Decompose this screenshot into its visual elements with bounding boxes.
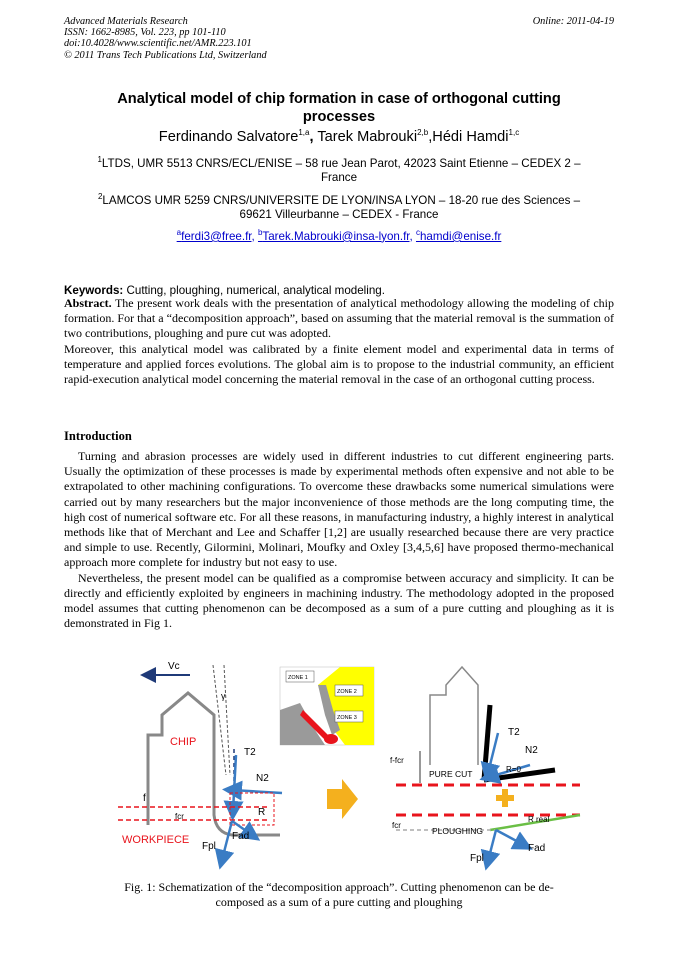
- intro-p2: Nevertheless, the present model can be qualified as a compromise between accuracy and simplicity. It can be directly and efficiently exploited by engineers in machining industry. The methodology adopted in the proposed model assumes that cutting phenomenon can be decomposed as a sum of a pure cutting and ploughing as it is demonstrated in Fig 1.: [64, 570, 614, 631]
- doi: doi:10.4028/www.scientific.net/AMR.223.101: [64, 38, 252, 50]
- fe-simulation-image: [280, 667, 374, 745]
- fpl-arrow: [222, 821, 232, 860]
- copyright: © 2011 Trans Tech Publications Ltd, Switzerland: [64, 49, 267, 61]
- workpiece-label: WORKPIECE: [122, 834, 190, 846]
- n2-label: N2: [256, 773, 269, 784]
- email-a-link[interactable]: [177, 230, 252, 243]
- keywords-text: Cutting, ploughing, numerical, analytical modeling.: [123, 284, 385, 297]
- t2-b-label: T2: [508, 727, 520, 738]
- aff1-sup: 1: [97, 155, 102, 164]
- left-diagram: [118, 661, 282, 860]
- zone-1-label: ZONE 1: [288, 675, 308, 681]
- rake-reference-line-2: [224, 665, 230, 775]
- zone-3-contact: [324, 734, 338, 744]
- keywords-label: Keywords:: [64, 284, 124, 297]
- aff2-line1: LAMCOS UMR 5259 CNRS/UNIVERSITE DE LYON/INSA LYON – 18-20 rue des Sciences –: [102, 193, 581, 207]
- f-label: f: [143, 793, 146, 804]
- author-3: Hédi Hamdi: [432, 128, 509, 145]
- email-b: Tarek.Mabrouki@insa-lyon.fr: [262, 229, 410, 243]
- email-a-sup: a: [176, 228, 182, 237]
- author-1-sup: 1,a: [298, 128, 310, 137]
- abstract-p2: Moreover, this analytical model was calibrated by a finite element model and experimental data in terms of temperature and applied forces evolutions. The global aim is to propose to the industrial community, an efficient rapid-execution analytical model concerning the material removal in the case of an orthogonal cutting process.: [64, 341, 614, 387]
- email-c: hamdi@enise.fr: [419, 229, 502, 243]
- fcr-label: fcr: [175, 812, 184, 821]
- intro-p1: Turning and abrasion processes are widely used in different industries to cut different engineering parts. Usually the optimization of these processes is made by experimental methods often expensive and not able to be extrapolated to other machining configurations. To overcome these drawbacks some numerical simulations were carried out by many researchers but the major inconvenience of those methods are the long computing time, the high cost of numerical software etc. For all these reasons, in manufacturing industry, a highly interest in analytical methods like that of Merchant and Lee and Schaffer [1,2] are usually researched because there are very practice and simple to use. Recently, Gilormini, Molinari, Moufky and Oxley [3,4,5,6] have proposed thermo-mechanical approach more complete for industry but not easy to use.: [64, 449, 614, 570]
- r-real-label: R real: [528, 815, 550, 824]
- figure-1: [0, 655, 678, 877]
- chip-label: CHIP: [170, 736, 197, 748]
- email-b-sup: b: [257, 228, 263, 237]
- aff1-line1: LTDS, UMR 5513 CNRS/ECL/ENISE – 58 rue Jean Parot, 42023 Saint Etienne – CEDEX 2 –: [101, 156, 581, 170]
- caption-line-1: Fig. 1: Schematization of the “decomposition approach”. Cutting phenomenon can be de-: [124, 880, 554, 894]
- title-line-1: Analytical model of chip formation in case of orthogonal cutting: [117, 91, 561, 107]
- abstract-p1: The present work deals with the presentation of analytical methodology allowing the modeling of chip formation. For that a “decomposition approach”, based on assuming that the material removal is the summation of two contributions, ploughing and pure cut was adopted.: [64, 296, 614, 341]
- fad-b-label: Fad: [528, 843, 546, 854]
- fcr-b-label: fcr: [392, 821, 401, 830]
- zone-2-label: ZONE 2: [337, 689, 357, 695]
- aff2-sup: 2: [97, 192, 103, 201]
- equivalence-arrow-icon: [327, 779, 358, 819]
- pure-cut-label: PURE CUT: [429, 769, 473, 779]
- author-2-sup: 2,b: [417, 128, 429, 137]
- aff1-line2: France: [320, 170, 358, 184]
- ploughing-label: PLOUGHING: [432, 826, 484, 836]
- journal-name: Advanced Materials Research: [64, 16, 188, 27]
- zone-3-label: ZONE 3: [337, 715, 357, 721]
- running-header: [64, 16, 267, 61]
- affiliation-2: [64, 190, 614, 222]
- f-fcr-label: f-fcr: [390, 756, 404, 765]
- author-1: Ferdinando Salvatore: [158, 128, 299, 145]
- n2-b-label: N2: [525, 745, 538, 756]
- r-label: R: [258, 807, 266, 818]
- issn: ISSN: 1662-8985, Vol. 223, pp 101-110: [64, 27, 226, 39]
- email-b-link[interactable]: [258, 230, 410, 243]
- t2-label: T2: [244, 747, 256, 758]
- caption-line-2: composed as a sum of a pure cutting and ploughing: [215, 895, 463, 909]
- vc-label: Vc: [168, 661, 180, 672]
- email-list: $^a$ferdi3@free.fr, $^b$Tarek.Mabrouki@insa-lyon.fr, $^c$hamdi@enise.fr: [176, 228, 502, 243]
- fpl-b-arrow: [488, 830, 496, 861]
- abstract: [64, 296, 614, 387]
- plus-icon-v: [502, 789, 508, 807]
- figure-caption: [64, 880, 614, 910]
- aff2-line2: 69621 Villeurbanne – CEDEX - France: [239, 207, 439, 221]
- fad-b-arrow: [496, 830, 524, 845]
- author-3-sup: 1,c: [508, 128, 520, 137]
- email-c-sup: c: [415, 228, 420, 237]
- affiliation-1: [64, 153, 614, 185]
- fpl-b-label: Fpl: [470, 853, 484, 864]
- gamma-label: γ: [221, 691, 226, 701]
- introduction-body: [64, 449, 614, 631]
- section-heading-introduction: Introduction: [64, 429, 132, 443]
- fpl-label: Fpl: [202, 841, 216, 852]
- right-diagram: [390, 667, 580, 864]
- r0-label: R=0: [506, 765, 521, 774]
- author-2: Tarek Mabrouki: [317, 128, 418, 145]
- email-c-link[interactable]: [416, 230, 501, 243]
- paper-title: [59, 90, 619, 126]
- abstract-label: Abstract.: [64, 296, 112, 310]
- author-list: Ferdinando Salvatore$^{1,a}$, Tarek Mabrouki$^{2,b}$,Hédi Hamdi$^{1,c}$: [158, 128, 520, 145]
- title-line-2: processes: [302, 109, 376, 125]
- radius-zone-box: [230, 793, 274, 825]
- fad-label: Fad: [232, 831, 250, 842]
- pure-cut-chip-profile: [430, 667, 478, 765]
- online-date: Online: 2011-04-19: [532, 16, 614, 27]
- email-a: ferdi3@free.fr: [181, 229, 252, 243]
